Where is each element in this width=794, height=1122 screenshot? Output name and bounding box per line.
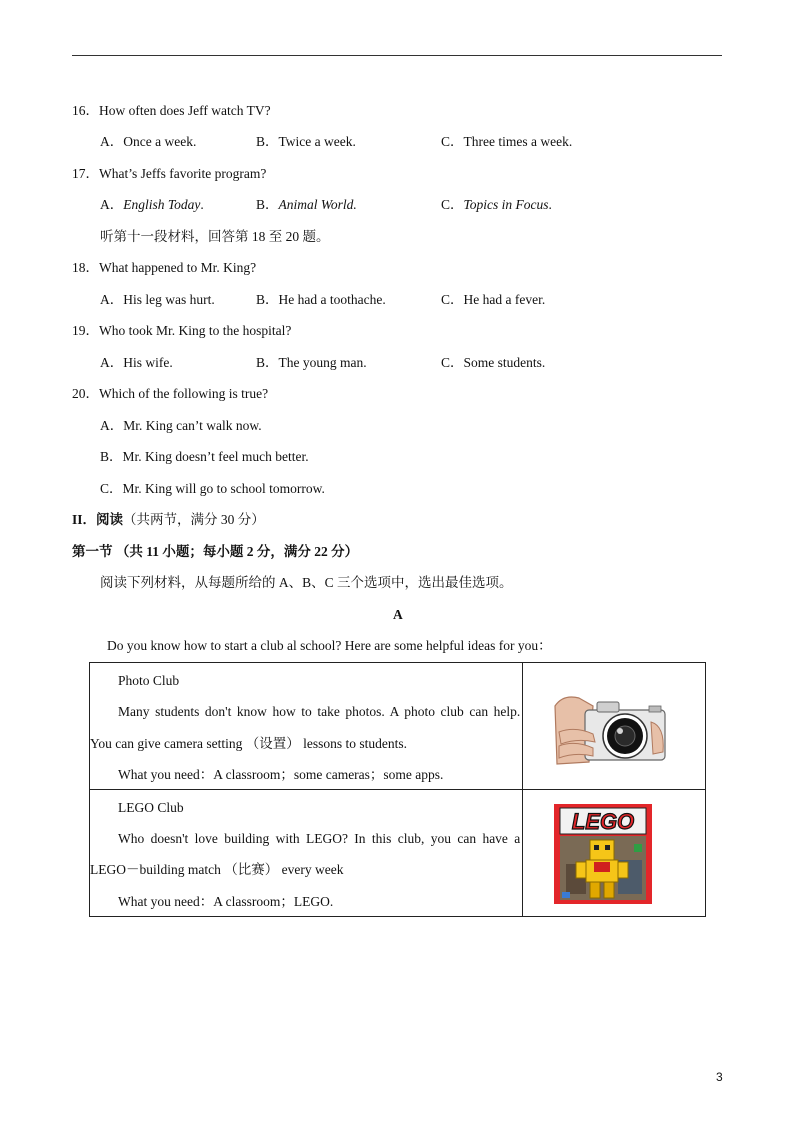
section-sub-heading: 第一节 （共 11 小题；每小题 2 分，满分 22 分） <box>72 544 359 559</box>
club-description-cont: You can give camera setting （设置） lessons to students. <box>90 735 407 751</box>
option-20-c: C．Mr. King will go to school tomorrow. <box>100 481 325 496</box>
option-16-b: B．Twice a week. <box>256 134 356 149</box>
lego-club-image-cell <box>523 789 706 916</box>
option-16-a: A．Once a week. <box>100 134 197 149</box>
club-needs: What you need：A classroom；some cameras；some apps. <box>118 766 444 782</box>
option-17-a: A．English Today. <box>100 197 204 212</box>
option-17-c: C．Topics in Focus. <box>441 197 552 212</box>
clubs-table <box>89 662 706 917</box>
club-needs: What you need：A classroom；LEGO. <box>118 893 334 909</box>
camera-icon <box>553 692 669 768</box>
passage-intro: Do you know how to start a club al school? Here are some helpful ideas for you： <box>107 638 552 653</box>
section-instruction: 阅读下列材料，从每题所给的 A、B、C 三个选项中，选出最佳选项。 <box>100 575 513 590</box>
club-description: Many students don't know how to take photos. A photo club can help. <box>118 704 521 720</box>
option-19-a: A．His wife. <box>100 355 173 370</box>
question-17: 17．What’s Jeffs favorite program? <box>72 166 267 181</box>
photo-club-text-cell <box>90 663 523 790</box>
passage-label: A <box>393 607 403 622</box>
option-18-b: B．He had a toothache. <box>256 292 386 307</box>
question-19: 19．Who took Mr. King to the hospital? <box>72 323 292 338</box>
option-17-b: B．Animal World. <box>256 197 357 212</box>
club-name: LEGO Club <box>118 799 184 815</box>
club-name: Photo Club <box>118 673 180 688</box>
question-18: 18．What happened to Mr. King? <box>72 260 257 275</box>
table-row <box>90 789 706 916</box>
lego-logo-text: LEGO <box>572 808 635 834</box>
lego-box-icon <box>554 804 652 904</box>
option-19-c: C．Some students. <box>441 355 546 370</box>
question-16: 16．How often does Jeff watch TV? <box>72 103 271 118</box>
section-heading: II．阅读（共两节，满分 30 分） <box>72 512 265 527</box>
question-20: 20．Which of the following is true? <box>72 386 269 401</box>
club-description-cont: LEGO－building match （比赛） every week <box>90 862 344 878</box>
option-18-a: A．His leg was hurt. <box>100 292 215 307</box>
option-18-c: C．He had a fever. <box>441 292 546 307</box>
option-20-b: B．Mr. King doesn’t feel much better. <box>100 449 309 464</box>
club-description: Who doesn't love building with LEGO? In this club, you can have a <box>118 831 521 847</box>
option-20-a: A．Mr. King can’t walk now. <box>100 418 262 433</box>
table-row <box>90 663 706 790</box>
header-rule <box>72 55 722 56</box>
photo-club-image-cell <box>523 663 706 790</box>
page-number: 3 <box>716 1070 723 1084</box>
lego-club-text-cell <box>90 789 523 916</box>
option-16-c: C．Three times a week. <box>441 134 573 149</box>
option-19-b: B．The young man. <box>256 355 367 370</box>
listening-instruction: 听第十一段材料，回答第 18 至 20 题。 <box>100 229 330 244</box>
